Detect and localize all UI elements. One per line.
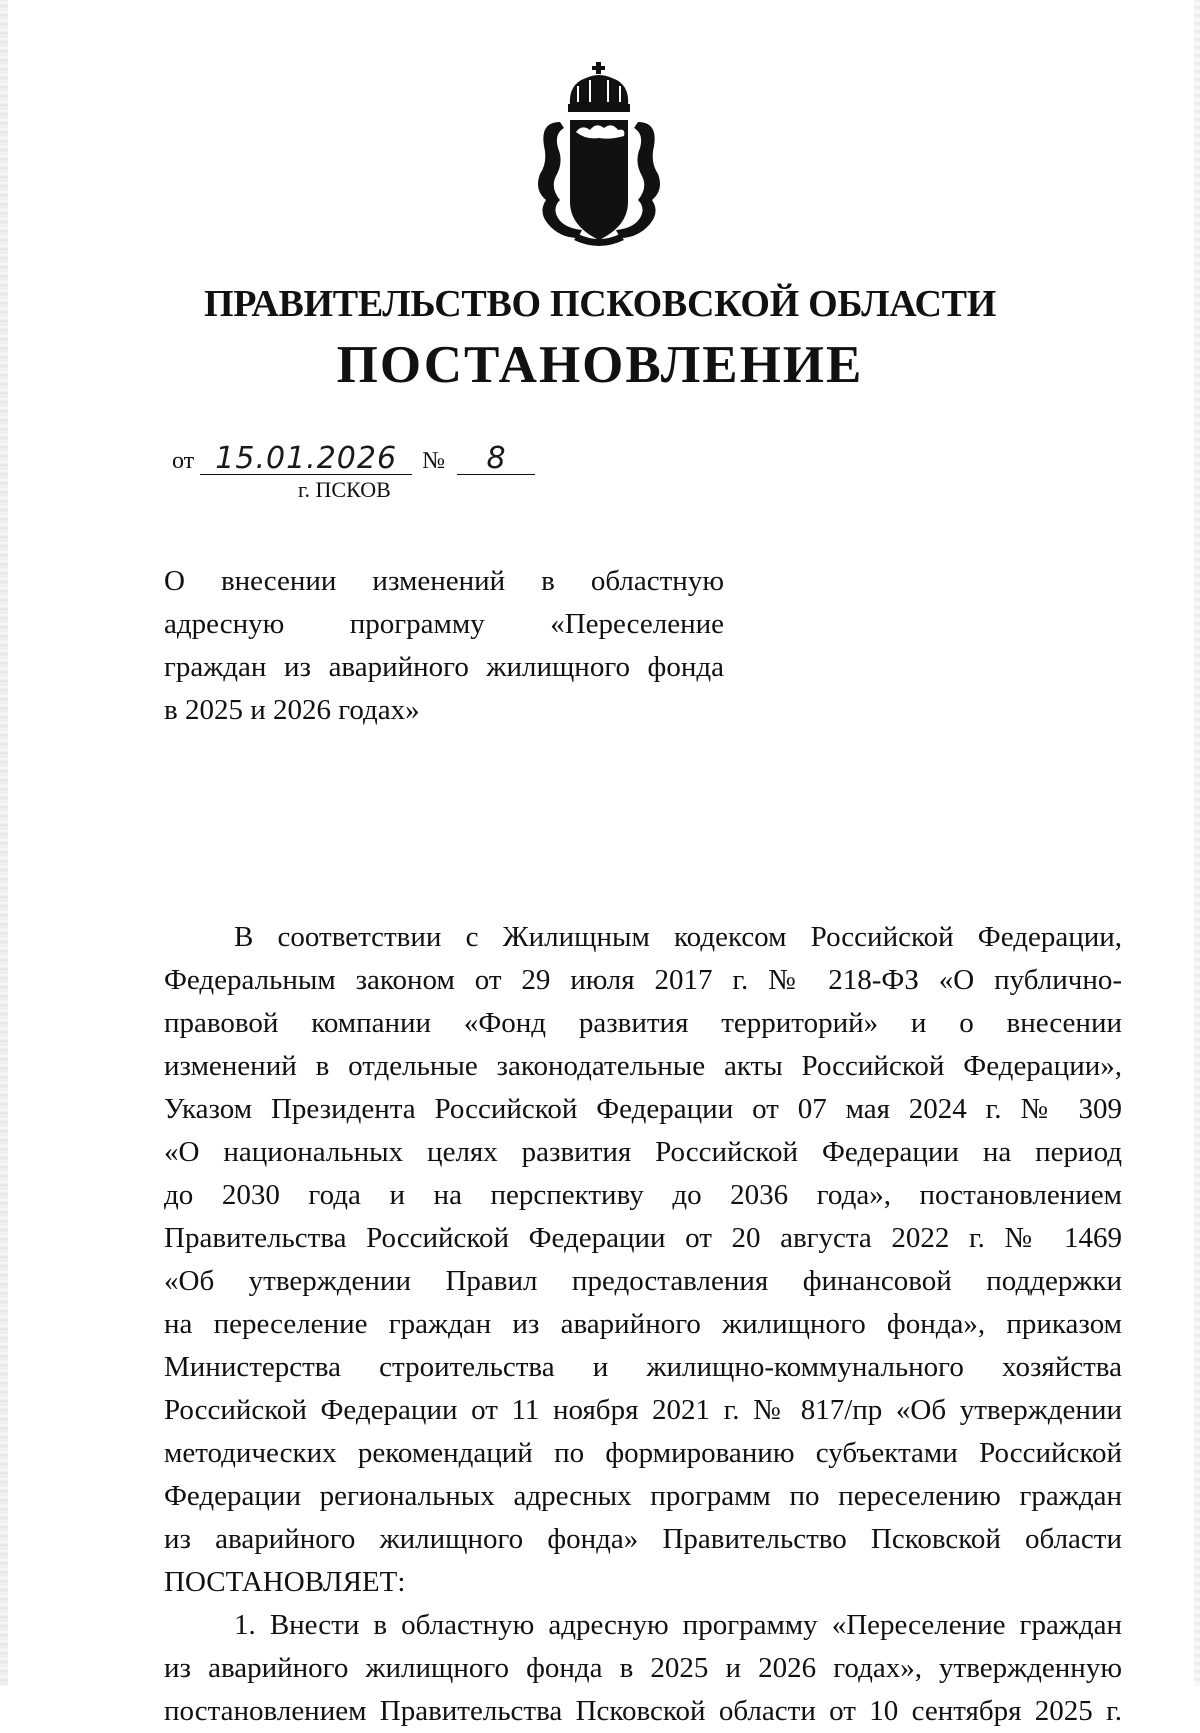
- body-line: В соответствии с Жилищным кодексом Российской Федерации,: [234, 921, 1122, 953]
- body-line: изменений в отдельные законодательные акты Российской Федерации»,: [164, 1050, 1122, 1082]
- subject-line: О внесении изменений в областную: [164, 565, 724, 597]
- body-line: Федеральным законом от 29 июля 2017 г. № 218-ФЗ «О публично-: [164, 964, 1122, 996]
- document-type-title: ПОСТАНОВЛЕНИЕ: [336, 336, 864, 394]
- scan-edge-left: [0, 0, 8, 1686]
- body-line: «Об утверждении Правил предоставления финансовой поддержки: [164, 1265, 1122, 1297]
- body-line: из аварийного жилищного фонда» Правительство Псковской области: [164, 1523, 1122, 1555]
- number-sign: №: [422, 448, 446, 474]
- body-line: методических рекомендаций по формированию субъектами Российской: [164, 1437, 1122, 1469]
- body-line: на переселение граждан из аварийного жилищного фонда», приказом: [164, 1308, 1122, 1340]
- body-line: постановлением Правительства Псковской области от 10 сентября 2025 г.: [164, 1695, 1122, 1727]
- subject-line: адресную программу «Переселение: [164, 608, 724, 640]
- body-line: Указом Президента Российской Федерации от 07 мая 2024 г. № 309: [164, 1093, 1122, 1125]
- body-line: из аварийного жилищного фонда в 2025 и 2026 годах», утвержденную: [164, 1652, 1122, 1684]
- body-line: Федерации региональных адресных программ по переселению граждан: [164, 1480, 1122, 1512]
- document-number: 8: [457, 444, 535, 475]
- document-date: 15.01.2026: [200, 444, 412, 475]
- subject-line: граждан из аварийного жилищного фонда: [164, 651, 724, 683]
- date-prefix: от: [172, 448, 195, 474]
- body-line: Российской Федерации от 11 ноября 2021 г. № 817/пр «Об утверждении: [164, 1394, 1122, 1426]
- body-line: до 2030 года и на перспективу до 2036 года», постановлением: [164, 1179, 1122, 1211]
- body-line: Правительства Российской Федерации от 20 августа 2022 г. № 1469: [164, 1222, 1122, 1254]
- subject-line: в 2025 и 2026 годах»: [164, 694, 420, 726]
- document-city: г. ПСКОВ: [298, 477, 391, 502]
- body-line: «О национальных целях развития Российской Федерации на период: [164, 1136, 1122, 1168]
- document-body: [164, 916, 1122, 1733]
- scan-edge-right: [1194, 0, 1200, 1686]
- body-line: ПОСТАНОВЛЯЕТ:: [164, 1566, 406, 1598]
- document-date-row: [172, 441, 535, 476]
- body-line: 1. Внести в областную адресную программу «Переселение граждан: [234, 1609, 1122, 1641]
- coat-of-arms-icon: [530, 62, 668, 252]
- body-line: Министерства строительства и жилищно-коммунального хозяйства: [164, 1351, 1122, 1383]
- coat-of-arms-emblem: [530, 62, 668, 252]
- document-subject: [164, 560, 724, 732]
- body-line: правовой компании «Фонд развития территорий» и о внесении: [164, 1007, 1122, 1039]
- organization-title: ПРАВИТЕЛЬСТВО ПСКОВСКОЙ ОБЛАСТИ: [204, 283, 996, 325]
